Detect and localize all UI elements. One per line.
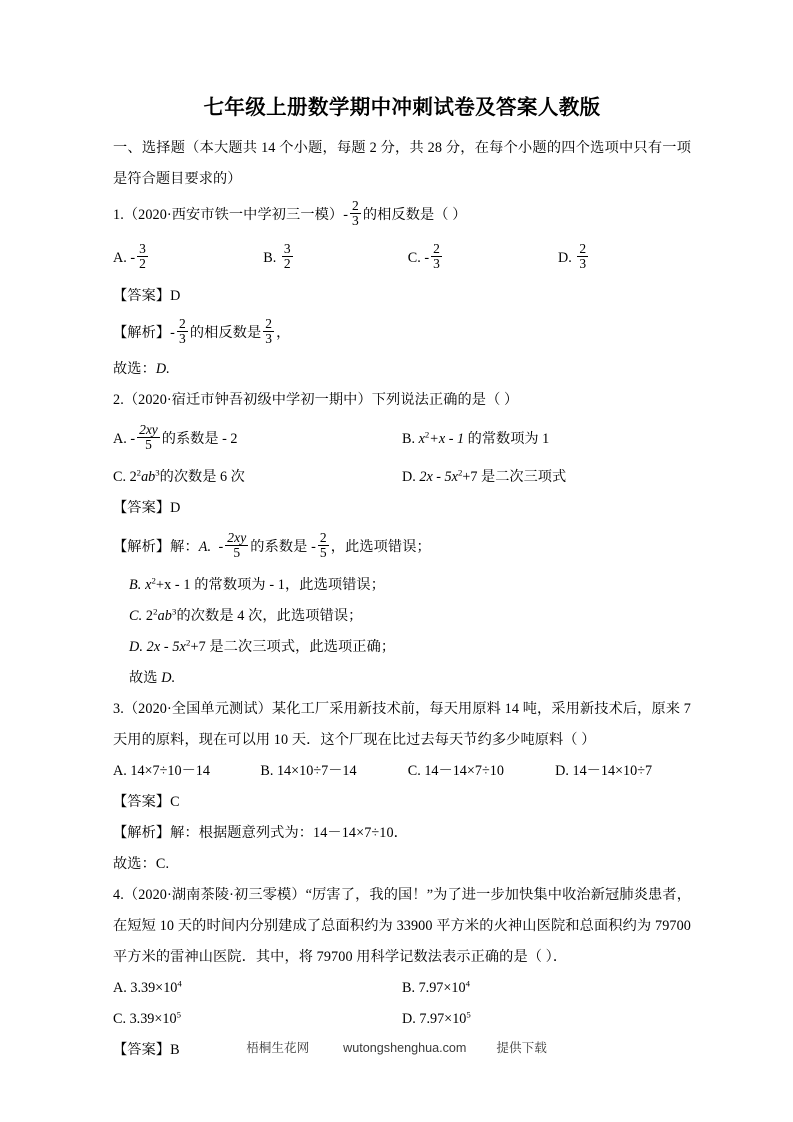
multiply-icon: ×: [444, 1010, 453, 1027]
option-a-label: A.: [113, 979, 127, 996]
option-a[interactable]: [113, 973, 402, 1004]
question-3-conclusion: [113, 849, 691, 880]
option-d[interactable]: [558, 235, 691, 281]
document-body: [113, 96, 691, 1066]
conclusion-label: 故选：: [113, 360, 156, 377]
option-a[interactable]: [113, 756, 260, 787]
analysis-option-d-expr: 2x - 5x: [146, 638, 186, 655]
option-d-label: D.: [402, 468, 416, 485]
option-a-sign: -: [130, 249, 136, 266]
option-b-exponent: 2: [424, 428, 430, 439]
question-3-answer-value: C: [170, 793, 180, 810]
question-2-analysis-line-c: [113, 601, 691, 632]
option-b-base: 10: [451, 979, 466, 996]
option-c[interactable]: [408, 756, 555, 787]
question-4-stem: [113, 880, 691, 973]
analysis-option-c-label: C.: [129, 607, 143, 624]
analysis-option-a-prefix: -: [218, 538, 224, 555]
analysis-option-b-variable: x: [145, 576, 152, 593]
option-b-mantissa: 7.97: [418, 979, 444, 996]
fraction-denominator: 3: [178, 330, 186, 346]
multiply-icon: ×: [443, 979, 452, 996]
option-a-text: 14×7÷10－14: [130, 762, 210, 779]
fraction-numerator: 2xy: [139, 421, 158, 437]
option-c-text: 的次数是 6 次: [159, 468, 245, 485]
question-3-source: （2020·全国单元测试）: [123, 700, 272, 717]
option-c-label: C.: [113, 468, 127, 485]
footer-site-url: wutongshenghua.com: [343, 1041, 467, 1055]
option-c-exponent-2: 3: [155, 466, 160, 477]
analysis-fraction-1: [177, 317, 188, 346]
option-d[interactable]: [402, 462, 691, 493]
analysis-option-b-text: +x - 1 的常数项为 - 1，此选项错误；: [155, 576, 386, 593]
option-b-fraction: [282, 242, 293, 271]
question-1-frac-sign: -: [343, 206, 349, 223]
question-3-answer-line: [113, 787, 691, 818]
question-2-number: 2.: [113, 391, 124, 408]
option-a-label: A.: [113, 249, 127, 266]
option-c-mantissa: 3.39: [129, 1010, 155, 1027]
page-title: 七年级上册数学期中冲刺试卷及答案人教版: [203, 97, 601, 119]
question-3-number: 3.: [113, 700, 124, 717]
answer-label: 【答案】: [113, 287, 171, 304]
analysis-sign-1: -: [170, 324, 175, 341]
analysis-option-a-fraction: [225, 531, 248, 560]
option-a-base: 10: [163, 979, 178, 996]
question-3-analysis-text: 解：根据题意列式为：14－14×7÷10．: [170, 824, 408, 841]
analysis-option-c-ab: ab: [157, 607, 172, 624]
option-a-fraction: [137, 242, 148, 271]
option-c-label: C.: [113, 1010, 127, 1027]
analysis-label: 【解析】: [113, 538, 171, 555]
fraction-denominator: 5: [319, 544, 327, 560]
option-b-label: B.: [402, 979, 416, 996]
question-2-analysis-line-a: [113, 524, 691, 570]
question-2-answer-value: D: [170, 499, 181, 516]
question-2-analysis-line-d: [113, 632, 691, 663]
analysis-label: 【解析】: [113, 824, 171, 841]
fraction-denominator: 2: [283, 255, 291, 271]
option-b[interactable]: [402, 973, 691, 1004]
analysis-option-a-middle: 的系数是 -: [250, 538, 316, 555]
option-c-text: 14－14×7÷10: [424, 762, 504, 779]
option-b-label: B.: [402, 430, 416, 447]
question-2-conclusion: [113, 663, 691, 694]
option-d-text: 14－14×10÷7: [572, 762, 653, 779]
fraction-numerator: 2: [579, 240, 587, 256]
multiply-icon: ×: [154, 1010, 163, 1027]
analysis-label: 【解析】: [113, 324, 171, 341]
option-c[interactable]: [113, 462, 402, 493]
option-c-ab: ab: [141, 468, 156, 485]
fraction-numerator: 2: [433, 240, 440, 256]
analysis-option-c-exponent-2: 3: [171, 605, 177, 616]
option-a[interactable]: [113, 416, 402, 462]
solve-label: 解：: [170, 538, 199, 555]
answer-label: 【答案】: [113, 793, 171, 810]
option-a[interactable]: [113, 235, 263, 281]
analysis-option-b-exponent: 2: [151, 574, 156, 585]
question-4-options-row-2: [113, 1004, 691, 1035]
option-b-label: B.: [263, 249, 277, 266]
option-c-base: 10: [162, 1010, 177, 1027]
question-2-stem-tail: 下列说法正确的是（ ）: [371, 391, 519, 408]
option-a-fraction: [137, 423, 160, 452]
option-c-fraction: [431, 242, 442, 271]
option-c-base: 2: [129, 468, 137, 485]
fraction-denominator: 3: [433, 255, 440, 271]
analysis-option-d-text: +7 是二次三项式，此选项正确；: [190, 638, 396, 655]
question-1-answer-line: [113, 281, 691, 312]
option-d-label: D.: [558, 249, 572, 266]
option-d-exponent: 5: [466, 1008, 471, 1019]
analysis-option-a-end: ，此选项错误；: [330, 538, 431, 555]
fraction-denominator: 3: [265, 330, 273, 346]
question-4-stem-tail: “厉害了，我的国！”为了进一步加快集中收治新冠肺炎患者，在短短 10 天的时间内分别建成了总面积约为 33900 平方米的火神山医院和总面积约为 79700 平方米的雷神山医院．其中，将 79700 用科学记数法表示正确的是（ ）．: [113, 886, 691, 965]
conclusion-value: C.: [155, 855, 170, 872]
analysis-end-text: ，: [276, 324, 291, 341]
analysis-option-a-label: A.: [198, 538, 212, 555]
option-b[interactable]: [402, 416, 691, 462]
option-d-exponent: 2: [457, 466, 463, 477]
fraction-denominator: 2: [139, 255, 146, 271]
multiply-icon: ×: [155, 979, 164, 996]
option-d-label: D.: [402, 1010, 416, 1027]
fraction-numerator: 2: [178, 315, 186, 331]
analysis-option-c-base: 2: [145, 607, 154, 624]
option-d[interactable]: [555, 756, 691, 787]
option-a-mantissa: 3.39: [130, 979, 156, 996]
question-1-answer-value: D: [170, 287, 181, 304]
option-b-text: 的常数项为 1: [467, 430, 550, 447]
option-a-label: A.: [113, 762, 127, 779]
fraction-numerator: 2: [352, 197, 359, 213]
option-b-text: 14×10÷7－14: [276, 762, 357, 779]
fraction-denominator: 5: [137, 437, 160, 452]
analysis-option-b-label: B.: [129, 576, 142, 593]
answer-label: 【答案】: [113, 499, 171, 516]
option-c-sign: -: [424, 249, 430, 266]
option-d-text: +7 是二次三项式: [462, 468, 567, 485]
fraction-denominator: 3: [579, 255, 587, 271]
option-a-exponent: 4: [177, 977, 182, 988]
conclusion-value: D.: [155, 360, 170, 377]
option-c[interactable]: [113, 1004, 402, 1035]
page-footer: [0, 1037, 793, 1056]
option-c[interactable]: [408, 235, 558, 281]
fraction-denominator: 5: [225, 545, 248, 560]
option-c-exponent: 5: [176, 1008, 181, 1019]
question-1-stem-tail: 的相反数是（ ）: [362, 206, 467, 223]
question-2-options-row-1: [113, 416, 691, 462]
section-intro: 一、选择题（本大题共 14 个小题，每题 2 分，共 28 分，在每个小题的四个选项中只有一项是符合题目要求的）: [113, 139, 691, 187]
option-d-fraction: [577, 242, 588, 271]
question-1-number: 1.: [113, 206, 124, 223]
question-3-stem-tail: 某化工厂采用新技术前，每天用原料 14 吨，采用新技术后，原来 7 天用的原料，现在可以用 10 天．这个厂现在比过去每天节约多少吨原料（ ）: [113, 700, 691, 748]
analysis-option-d-label: D.: [129, 638, 143, 655]
conclusion-label: 故选：: [113, 855, 156, 872]
question-3-analysis-line: [113, 818, 691, 849]
fraction-numerator: 2: [319, 529, 327, 545]
option-b-exponent: 4: [465, 977, 470, 988]
option-a-label: A.: [113, 430, 127, 447]
option-b-label: B.: [260, 762, 274, 779]
question-2-source: （2020·宿迁市钟吾初级中学初一期中）: [123, 391, 372, 408]
question-1-analysis-line: [113, 312, 691, 354]
question-1-conclusion: [113, 354, 691, 385]
fraction-numerator: 3: [139, 240, 146, 256]
question-2-options-row-2: [113, 462, 691, 493]
question-1-source: （2020·西安市铁一中学初三一模）: [123, 206, 344, 223]
footer-site-name: 梧桐生花网: [246, 1041, 310, 1055]
option-d-mantissa: 7.97: [419, 1010, 445, 1027]
fraction-numerator: 2: [265, 315, 273, 331]
option-c-exponent-1: 2: [136, 466, 142, 477]
analysis-fraction-2: [263, 317, 274, 346]
question-2-answer-line: [113, 493, 691, 524]
question-3-options: [113, 756, 691, 787]
question-4-answer-value: B: [170, 1041, 180, 1058]
question-4-number: 4.: [113, 886, 124, 903]
conclusion-label: 故选: [129, 669, 162, 686]
fraction-numerator: 2xy: [227, 529, 247, 545]
option-a-prefix: -: [130, 430, 136, 447]
analysis-option-c-exponent-1: 2: [153, 605, 158, 616]
option-a-suffix: 的系数是 - 2: [161, 430, 238, 447]
option-d-expr: 2x - 5x: [419, 468, 458, 485]
analysis-middle-text: 的相反数是: [189, 324, 262, 341]
option-c-label: C.: [407, 762, 421, 779]
conclusion-value: D.: [161, 669, 176, 686]
option-c-label: C.: [407, 249, 421, 266]
option-b[interactable]: [260, 756, 407, 787]
question-1-stem: [113, 195, 691, 235]
option-d-base: 10: [452, 1010, 467, 1027]
fraction-denominator: 3: [352, 212, 359, 228]
option-b-expr-rest: +x - 1: [429, 430, 468, 447]
answer-label: 【答案】: [113, 1041, 171, 1058]
option-d[interactable]: [402, 1004, 691, 1035]
analysis-option-d-exponent: 2: [185, 636, 191, 647]
option-b[interactable]: [263, 235, 408, 281]
fraction-numerator: 3: [283, 240, 291, 256]
question-4-source: （2020·湖南茶陵·初三零模）: [123, 886, 306, 903]
option-b-variable: x: [418, 430, 425, 447]
question-2-analysis-line-b: [113, 570, 691, 601]
question-1-options: [113, 235, 691, 281]
analysis-option-a-fraction-2: [318, 531, 329, 560]
analysis-option-c-text: 的次数是 4 次，此选项错误；: [176, 607, 363, 624]
question-4-options-row-1: [113, 973, 691, 1004]
question-2-stem: [113, 385, 691, 416]
question-1-fraction: [350, 199, 361, 228]
option-d-label: D.: [555, 762, 569, 779]
question-3-stem: [113, 694, 691, 756]
footer-provide-label: 提供下载: [496, 1041, 547, 1055]
